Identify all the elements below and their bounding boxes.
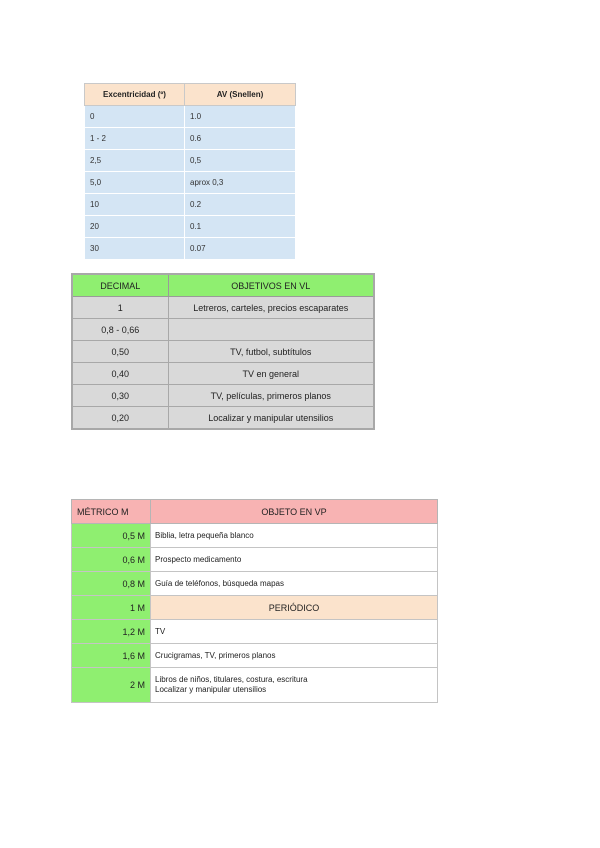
header-objeto-vp: OBJETO EN VP [151, 500, 438, 524]
decimal-cell: 0,20 [72, 407, 168, 430]
objeto-cell: Biblia, letra pequeña blanco [151, 524, 438, 548]
table-row [72, 668, 438, 703]
av-cell: 0,5 [185, 150, 296, 172]
table-row [85, 150, 296, 172]
table-header-row [85, 84, 296, 106]
objeto-vp-table [71, 499, 438, 703]
header-metrico: MÉTRICO M [72, 500, 151, 524]
metrico-cell: 0,6 M [72, 548, 151, 572]
table-row [72, 407, 374, 430]
av-cell: aprox 0,3 [185, 172, 296, 194]
decimal-cell: 0,50 [72, 341, 168, 363]
objetivo-cell: TV en general [168, 363, 374, 385]
objetivo-cell [168, 319, 374, 341]
table-row [85, 216, 296, 238]
table-row [72, 548, 438, 572]
excentricidad-table [84, 83, 296, 260]
table-row [72, 297, 374, 319]
table-row [72, 620, 438, 644]
excentricidad-cell: 30 [85, 238, 185, 260]
table-row [72, 385, 374, 407]
av-cell: 1.0 [185, 106, 296, 128]
objeto-cell [151, 668, 438, 703]
table-row [85, 194, 296, 216]
table-row [72, 572, 438, 596]
objeto-cell: Crucigramas, TV, primeros planos [151, 644, 438, 668]
decimal-cell: 1 [72, 297, 168, 319]
header-av-snellen: AV (Snellen) [185, 84, 296, 106]
decimal-cell: 0,8 - 0,66 [72, 319, 168, 341]
table-row [72, 596, 438, 620]
table-row [72, 363, 374, 385]
objetivo-cell: Letreros, carteles, precios escaparates [168, 297, 374, 319]
excentricidad-cell: 5,0 [85, 172, 185, 194]
table-row [85, 172, 296, 194]
excentricidad-cell: 1 - 2 [85, 128, 185, 150]
table-header-row [72, 500, 438, 524]
table-row [72, 524, 438, 548]
excentricidad-cell: 10 [85, 194, 185, 216]
table-row [72, 319, 374, 341]
table-row [85, 128, 296, 150]
header-objetivos-vl: OBJETIVOS EN VL [168, 274, 374, 297]
av-cell: 0.6 [185, 128, 296, 150]
objeto-cell: Guía de teléfonos, búsqueda mapas [151, 572, 438, 596]
objetivo-cell: TV, películas, primeros planos [168, 385, 374, 407]
excentricidad-cell: 20 [85, 216, 185, 238]
excentricidad-cell: 2,5 [85, 150, 185, 172]
av-cell: 0.2 [185, 194, 296, 216]
excentricidad-cell: 0 [85, 106, 185, 128]
objeto-line-1: Libros de niños, titulares, costura, escritura [155, 675, 308, 684]
table-row [85, 106, 296, 128]
metrico-cell: 0,5 M [72, 524, 151, 548]
av-cell: 0.07 [185, 238, 296, 260]
header-decimal: DECIMAL [72, 274, 168, 297]
objetivo-cell: TV, futbol, subtítulos [168, 341, 374, 363]
objeto-cell-periodico: PERIÓDICO [151, 596, 438, 620]
metrico-cell: 1,2 M [72, 620, 151, 644]
objeto-cell: TV [151, 620, 438, 644]
objetivo-cell: Localizar y manipular utensilios [168, 407, 374, 430]
objeto-cell: Prospecto medicamento [151, 548, 438, 572]
av-cell: 0.1 [185, 216, 296, 238]
table-row [72, 341, 374, 363]
objetivos-vl-table [71, 273, 375, 430]
metrico-cell: 1 M [72, 596, 151, 620]
metrico-cell: 2 M [72, 668, 151, 703]
table-header-row [72, 274, 374, 297]
metrico-cell: 1,6 M [72, 644, 151, 668]
objeto-line-2: Localizar y manipular utensilios [155, 685, 267, 694]
decimal-cell: 0,40 [72, 363, 168, 385]
header-excentricidad: Excentricidad (º) [85, 84, 185, 106]
table-row [72, 644, 438, 668]
table-row [85, 238, 296, 260]
decimal-cell: 0,30 [72, 385, 168, 407]
metrico-cell: 0,8 M [72, 572, 151, 596]
